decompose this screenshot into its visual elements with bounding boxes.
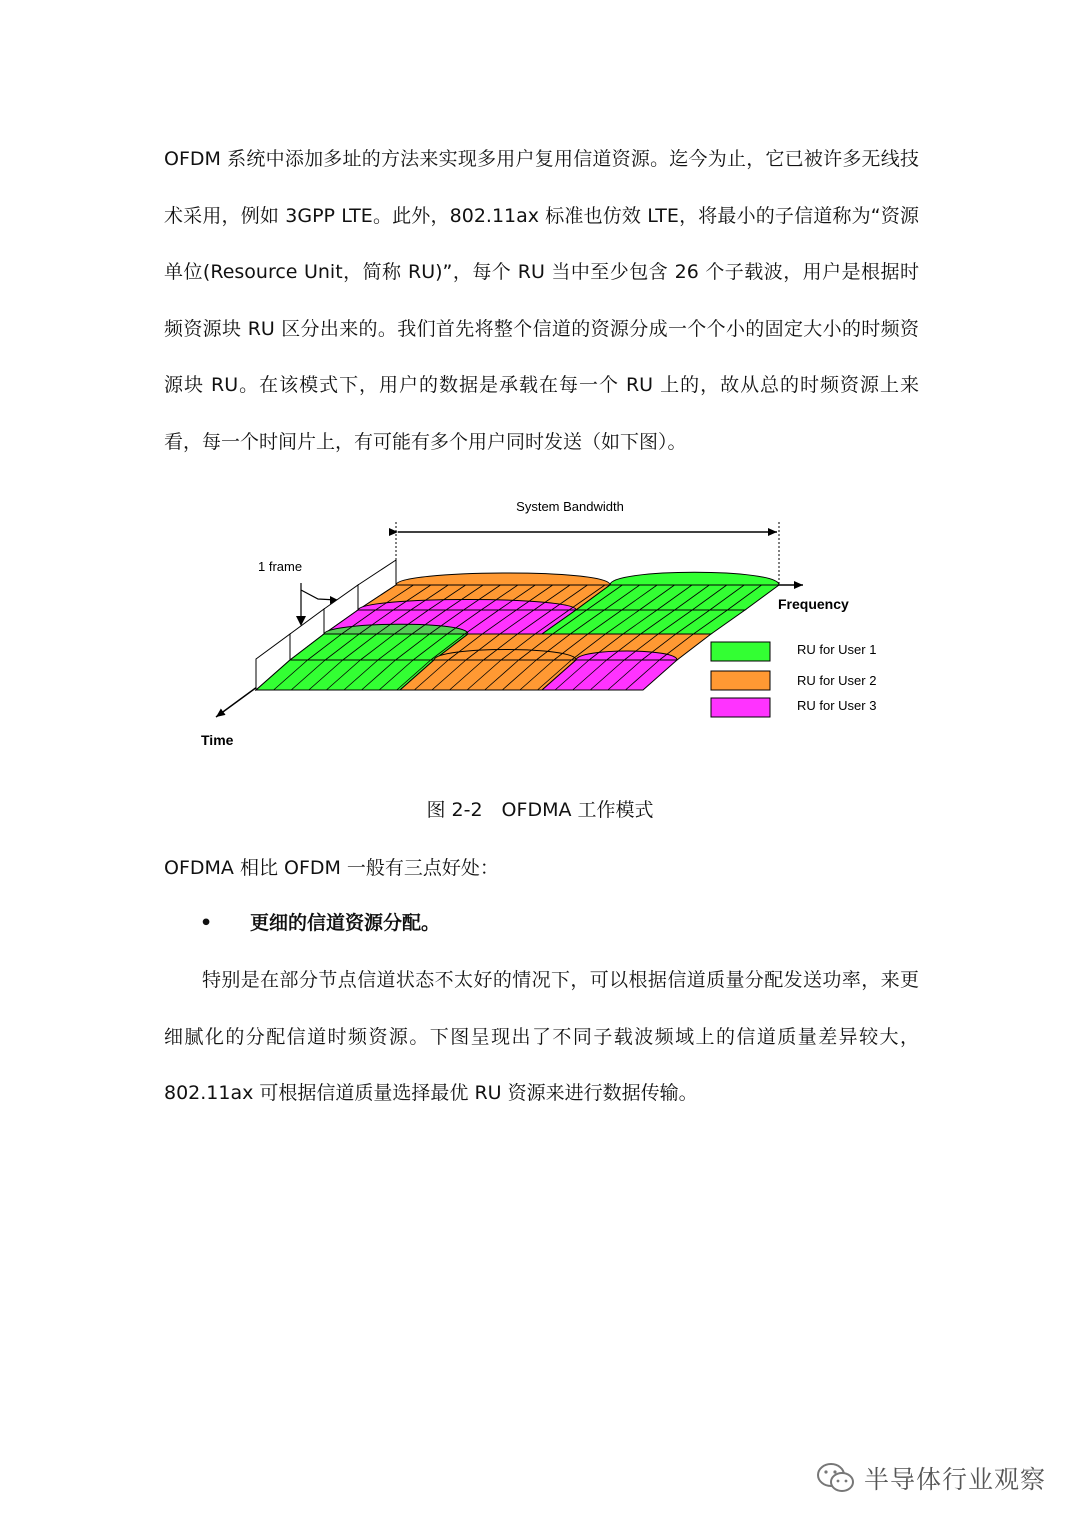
legend-swatch-user1 bbox=[711, 642, 770, 661]
system-bandwidth-label: System Bandwidth bbox=[516, 499, 624, 514]
wechat-icon bbox=[816, 1461, 856, 1495]
time-label: Time bbox=[201, 732, 234, 748]
frequency-label: Frequency bbox=[778, 596, 849, 612]
intro-paragraph: OFDM 系统中添加多址的方法来实现多用户复用信道资源。迄今为止，它已被许多无线技术采用，例如 3GPP LTE。此外，802.11ax 标准也仿效 LTE，将最小的子信道称为“资源单位(Resource Unit，简称 RU)”，每个 RU 当中至少包含 26 个子载波，用户是根据时频资源块 RU 区分出来的。我们首先将整个信道的资源分成一个个小的固定大小的时频资源块 RU。在该模式下，用户的数据是承载在每一个 RU 上的，故从总的时频资源上来看，每一个时间片上，有可能有多个用户同时发送（如下图）。 bbox=[164, 148, 919, 453]
legend-swatch-user2 bbox=[711, 671, 770, 690]
legend-swatch-user3 bbox=[711, 698, 770, 717]
benefits-intro: OFDMA 相比 OFDM 一般有三点好处： bbox=[164, 857, 499, 879]
legend-label-user2: RU for User 2 bbox=[797, 673, 877, 688]
legend-label-user1: RU for User 1 bbox=[797, 642, 877, 657]
detail-paragraph: 特别是在部分节点信道状态不太好的情况下，可以根据信道质量分配发送功率，来更细腻化的分配信道时频资源。下图呈现出了不同子载波频域上的信道质量差异较大，802.11ax 可根据信道质量选择最优 RU 资源来进行数据传输。 bbox=[164, 969, 919, 1104]
bullet-symbol: • bbox=[200, 912, 213, 934]
bullet-text: 更细的信道资源分配。 bbox=[250, 912, 441, 934]
legend bbox=[711, 642, 876, 717]
bullet-item bbox=[200, 907, 440, 939]
frame-label: 1 frame bbox=[258, 559, 303, 574]
watermark-text: 半导体行业观察 bbox=[863, 1465, 1046, 1494]
figure-caption: 图 2-2 OFDMA 工作模式 bbox=[426, 799, 654, 821]
legend-label-user3: RU for User 3 bbox=[797, 698, 877, 713]
ofdma-diagram bbox=[190, 490, 910, 765]
watermark bbox=[816, 1460, 1046, 1496]
